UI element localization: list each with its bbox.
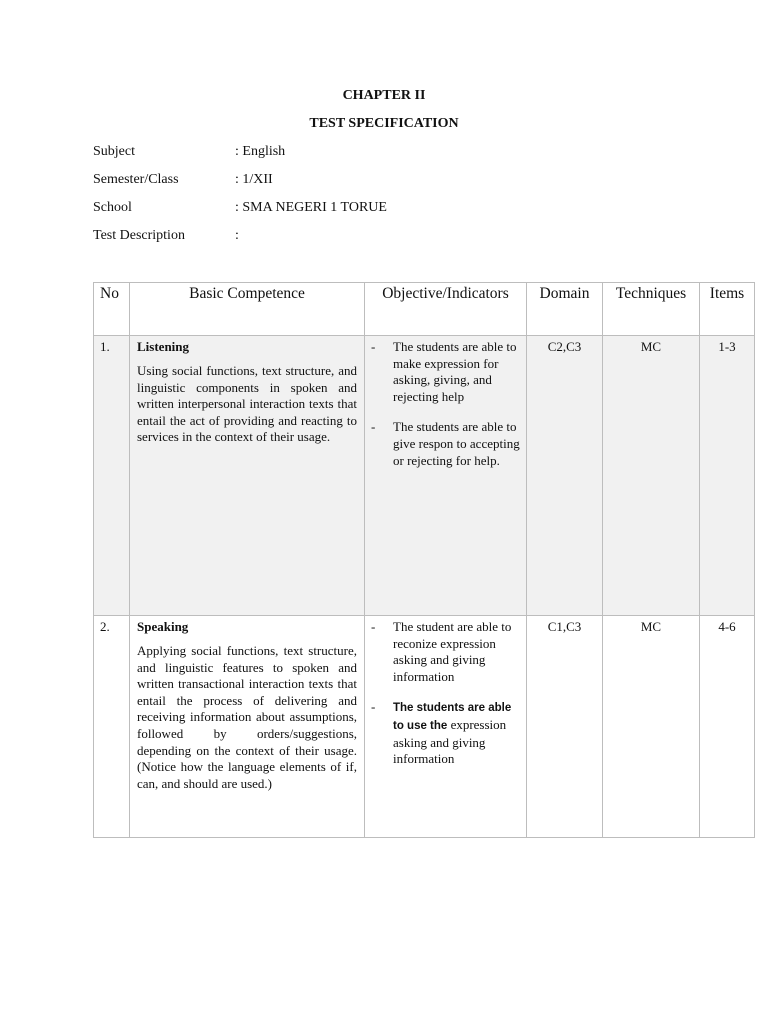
table-row [94,616,755,838]
row-number: 1. [94,336,130,616]
competence-title: Speaking [137,619,189,634]
header-basic-competence: Basic Competence [130,283,365,336]
objective-item [371,419,520,469]
domain-cell: C1,C3 [527,616,603,838]
table-header-row [94,283,755,336]
meta-label: Test Description [93,228,185,243]
header-domain: Domain [527,283,603,336]
objective-text: The student are able to reconize expression asking and giving information [393,619,512,684]
meta-label: Semester/Class [93,172,179,187]
test-specification-table [93,282,755,838]
objective-text-bold: The students are able to use the [393,702,512,732]
meta-value: : English [235,144,286,159]
technique-cell: MC [603,616,700,838]
meta-label: Subject [93,144,135,159]
technique-cell: MC [603,336,700,616]
items-cell: 4-6 [700,616,755,838]
competence-description: Applying social functions, text structure, and linguistic features to spoken and written transactional interaction texts that entail the process of delivering and receiving information about assumptions, followed by orders/suggestions, depending on the context of their usage. (Notice how the language elements of if, can, and should are used.) [137,643,357,791]
bullet-dash: - [371,339,376,354]
objective-text: expression asking and giving information [393,716,507,767]
bullet-dash: - [371,699,376,715]
table-row [94,336,755,616]
bullet-dash: - [371,619,376,634]
header-no: No [94,283,130,336]
competence-description: Using social functions, text structure, and linguistic components in spoken and written interpersonal interaction texts that entail the act of providing and reacting to services in the context of their usage. [137,363,357,445]
objective-item [371,619,520,685]
bullet-dash: - [371,419,376,435]
header-items: Items [700,283,755,336]
objective-text: The students are able to give respon to accepting or rejecting for help. [393,419,520,468]
meta-value: : [235,228,239,243]
meta-label: School [93,200,132,215]
header-techniques: Techniques [603,283,700,336]
meta-value: : 1/XII [235,172,273,187]
row-number: 2. [94,616,130,838]
competence-title: Listening [137,339,190,354]
objective-item [371,699,520,767]
meta-value: : SMA NEGERI 1 TORUE [235,200,387,215]
objective-indicators-cell [365,336,527,616]
header-objective-indicators: Objective/Indicators [365,283,527,336]
objective-text: The students are able to make expression for asking, giving, and rejecting help [393,339,517,404]
items-cell: 1-3 [700,336,755,616]
chapter-heading: CHAPTER II [342,88,426,103]
document-title: TEST SPECIFICATION [309,116,459,131]
objective-item [371,339,520,405]
domain-cell: C2,C3 [527,336,603,616]
basic-competence-cell [130,616,365,838]
objective-indicators-cell [365,616,527,838]
basic-competence-cell [130,336,365,616]
